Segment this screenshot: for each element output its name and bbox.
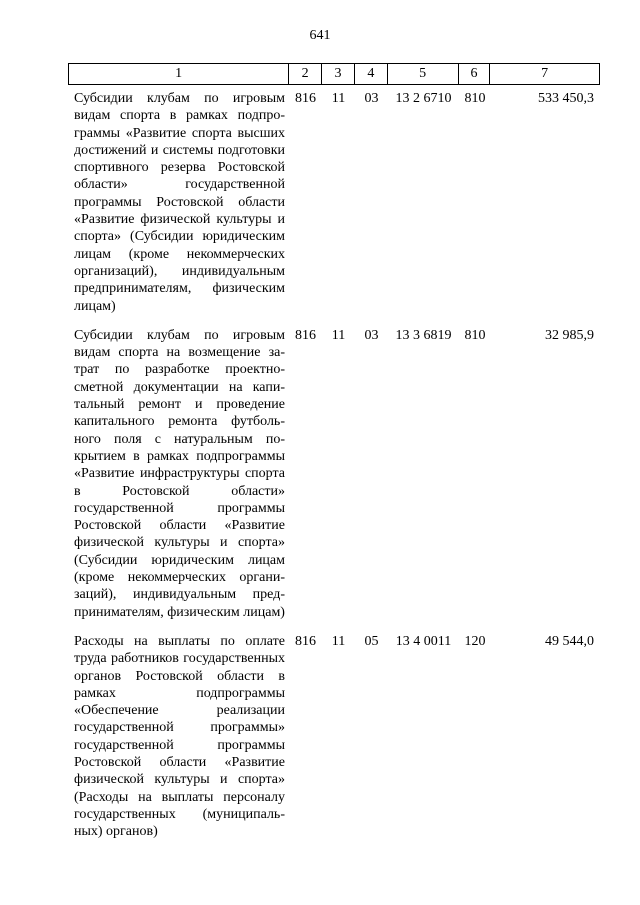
row-section: 11 bbox=[331, 327, 346, 343]
row-section: 11 bbox=[331, 633, 346, 649]
header-col-1: 1 bbox=[69, 64, 289, 84]
header-col-6: 6 bbox=[459, 64, 491, 84]
row-target: 13 2 6710 bbox=[395, 91, 452, 106]
row-name: Субсидии клубам по игровым видам спорта в рамках подпрограммы «Развитие спорта высших достижений и системы подготовки спортивного резерва Ростовской области» государственной программы Ростовской области «Развитие физической культуры и спорта» (Субсидии юридическим лицам (кроме некоммерческих организаций), индивидуальным предпринимателям, физическим лицам) bbox=[74, 91, 285, 314]
header-col-4: 4 bbox=[355, 64, 388, 84]
header-col-2: 2 bbox=[289, 64, 322, 84]
row-subsection: 03 bbox=[364, 327, 379, 343]
header-col-5: 5 bbox=[388, 64, 459, 84]
row-section: 11 bbox=[331, 91, 346, 106]
row-ministry: 816 bbox=[295, 633, 316, 649]
row-target: 13 4 0011 bbox=[395, 633, 452, 649]
row-amount: 49 544,0 bbox=[545, 633, 594, 649]
row-amount: 32 985,9 bbox=[545, 327, 594, 343]
header-col-3: 3 bbox=[322, 64, 355, 84]
row-amount: 533 450,3 bbox=[538, 91, 594, 106]
row-subsection: 03 bbox=[364, 91, 379, 106]
row-name: Расходы на выплаты по оплате труда работников государственных органов Ростовской области в рамках подпрограммы «Обеспечение реализации государственной программы» государственной программы Ростовской области «Развитие физической культуры и спорта» (Расходы на выплаты персоналу государственных (муниципальных) органов) bbox=[74, 633, 285, 840]
row-name: Субсидии клубам по игровым видам спорта на возмещение затрат по разработке проектносметной документации на капитальный ремонт и проведение капитального ремонта футбольного поля с натуральным покрытием в рамках подпрограммы «Развитие инфраструктуры спорта в Ростовской области» государственной программы Ростовской области «Развитие физической культуры и спорта» (Субсидии юридическим лицам (кроме некоммерческих организаций), индивидуальным предпринимателям, физическим лицам) bbox=[74, 327, 285, 620]
table-row bbox=[68, 633, 600, 841]
table-header bbox=[68, 63, 600, 85]
row-ministry: 816 bbox=[295, 91, 316, 106]
row-expense-type: 120 bbox=[464, 633, 486, 649]
header-col-7: 7 bbox=[541, 66, 549, 81]
page-number: 641 bbox=[309, 28, 331, 43]
row-subsection: 05 bbox=[364, 633, 379, 649]
row-ministry: 816 bbox=[295, 327, 316, 343]
table-row bbox=[68, 90, 600, 315]
table-body bbox=[68, 90, 600, 840]
row-target: 13 3 6819 bbox=[395, 327, 452, 343]
table-row bbox=[68, 327, 600, 621]
row-expense-type: 810 bbox=[464, 327, 486, 343]
row-expense-type: 810 bbox=[464, 91, 486, 106]
